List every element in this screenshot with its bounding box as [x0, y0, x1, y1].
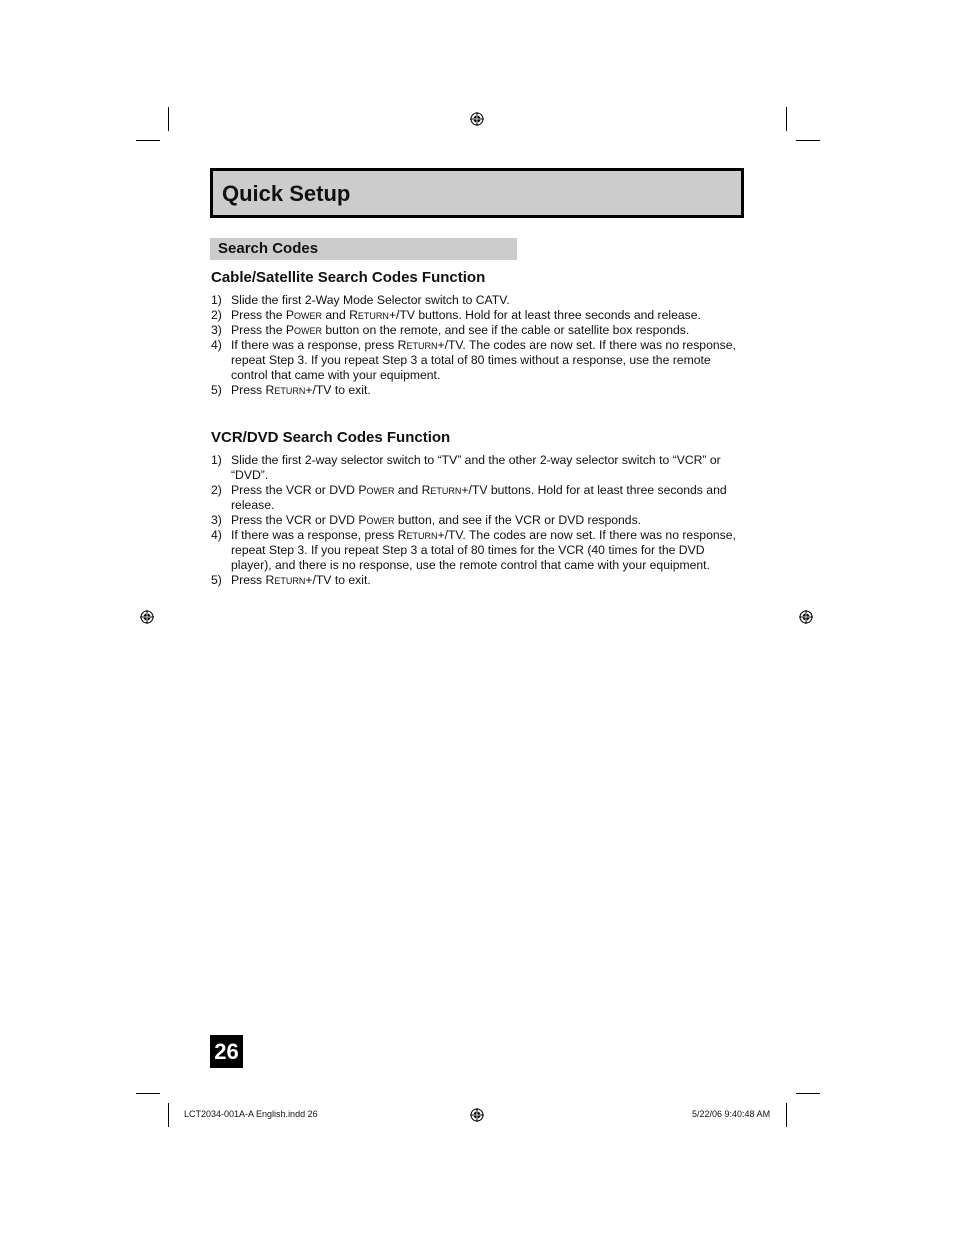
section-title: Search Codes	[218, 240, 319, 257]
crop-mark	[786, 107, 787, 131]
page-number: 26	[210, 1035, 243, 1068]
crop-mark	[796, 140, 820, 141]
crop-mark	[168, 1103, 169, 1127]
list-item: 5) Press Return+/TV to exit.	[211, 383, 371, 397]
crop-mark	[796, 1093, 820, 1094]
list-item: 4) If there was a response, press Return+/TV. The codes are now set. If there was no response, repeat Step 3. If you repeat Step 3 a total of 80 times for the VCR (40 times for the DVD player), and there is no response, use the remote control that came with your equipment.	[211, 528, 736, 572]
cable-steps-list	[211, 293, 741, 398]
cable-heading: Cable/Satellite Search Codes Function	[211, 269, 486, 286]
registration-mark-icon	[470, 1108, 484, 1122]
page-title: Quick Setup	[222, 181, 351, 206]
list-item: 1) Slide the first 2-way selector switch to “TV” and the other 2-way selector switch to “VCR” or “DVD”.	[211, 453, 721, 482]
section-header	[210, 238, 517, 260]
crop-mark	[786, 1103, 787, 1127]
list-item: 5) Press Return+/TV to exit.	[211, 573, 371, 587]
list-item: 3) Press the Power button on the remote, and see if the cable or satellite box responds.	[211, 323, 690, 337]
registration-mark-icon	[140, 610, 154, 624]
crop-mark	[168, 107, 169, 131]
footer-timestamp: 5/22/06 9:40:48 AM	[692, 1109, 771, 1119]
crop-mark	[136, 1093, 160, 1094]
footer-filename: LCT2034-001A-A English.indd 26	[184, 1109, 318, 1119]
vcr-steps-list	[211, 453, 741, 588]
vcr-heading: VCR/DVD Search Codes Function	[211, 429, 451, 446]
crop-mark	[136, 140, 160, 141]
list-item: 4) If there was a response, press Return+/TV. The codes are now set. If there was no response, repeat Step 3. If you repeat Step 3 a total of 80 times without a response, use the remote control that came with your equipment.	[211, 338, 736, 382]
registration-mark-icon	[470, 112, 484, 126]
page-title-box	[210, 168, 744, 218]
list-item: 3) Press the VCR or DVD Power button, and see if the VCR or DVD responds.	[211, 513, 642, 527]
list-item: 2) Press the VCR or DVD Power and Return+/TV buttons. Hold for at least three seconds and release.	[211, 483, 727, 512]
list-item: 1) Slide the first 2-Way Mode Selector switch to CATV.	[211, 293, 510, 307]
list-item: 2) Press the Power and Return+/TV buttons. Hold for at least three seconds and release.	[211, 308, 701, 322]
registration-mark-icon	[799, 610, 813, 624]
